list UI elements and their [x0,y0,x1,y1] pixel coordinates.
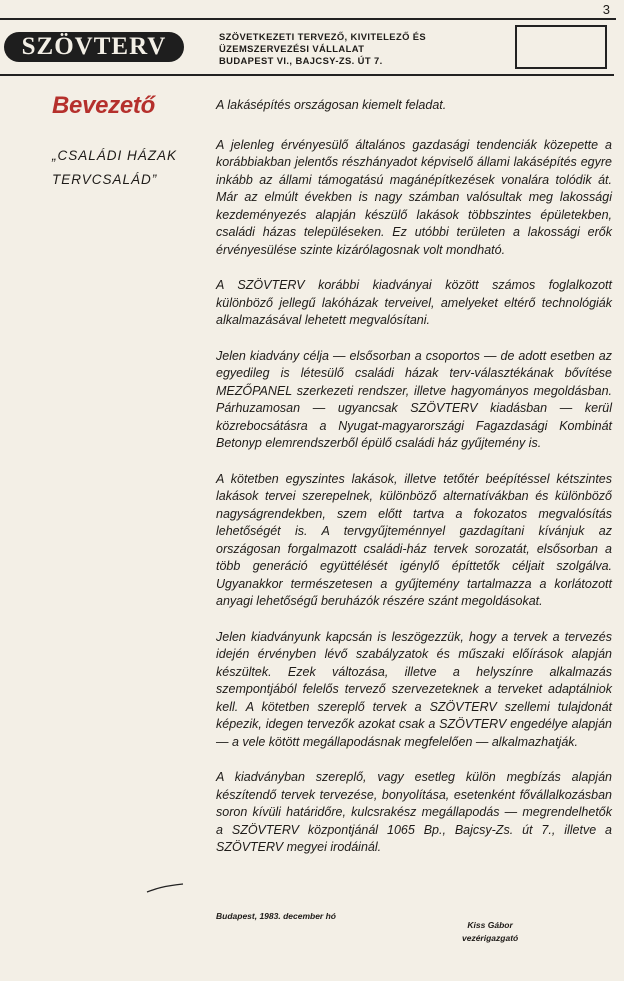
section-title: Bevezető [52,92,155,119]
body-paragraph: Jelen kiadvány célja — elsősorban a csoportos — de adott esetben az egyedileg is létesülő családi házak terv-választékának bővítése MEZŐPANEL szerkezeti rendszer, illetve hagyományos megoldásban. Párhuzamosan — ugyancsak SZÖVTERV kiadásban — kerül közrebocsátásra a Nyugat-magyarországi Fagazdasági Kombinát Betonyp elemrendszerből épülő családi ház gyűjtemény is. [216,348,612,450]
signatory-title: vezérigazgató [462,933,519,943]
header [0,22,614,76]
section-subtitle [52,144,202,192]
header-box [515,25,607,69]
company-line: BUDAPEST VI., BAJCSY-ZS. ÚT 7. [219,55,383,66]
pen-scribble [145,880,185,894]
sidebar [52,92,202,192]
company-info [219,31,489,67]
body-paragraph: A lakásépítés országosan kiemelt feladat. [216,98,447,112]
top-rule [0,18,616,20]
page-number: 3 [602,2,610,17]
signature [462,919,518,945]
body-paragraph: A kötetben egyszintes lakások, illetve tetőtér beépítéssel kétszintes lakások tervei szerepelnek, különböző alternatívákban és különböző nagyságrendekben, szem előtt tartva a fokozatos megvalósítás lehetőségét is. A tervgyűjteménnyel gazdagítani kívánjuk az országosan forgalmazott családi-ház tervek sorozatát, elsősorban a több generáció együttélését igénylő építtetők céljait szolgálva. Ugyanakkor természetesen a gyűjtemény tartalmazza a korlátozott anyagi lehetőségű beruházók részére szánt megoldásokat. [216,471,612,608]
body-paragraph: A kiadványban szereplő, vagy esetleg külön megbízás alapján készítendő tervek tervezése, bonyolítása, esetenként fővállalkozásban soron kívüli határidőre, kulcsrakész megállapodás — megrendelhetők a SZÖVTERV központjánál 1065 Bp., Bajcsy-Zs. út 7., illetve a SZÖVTERV megyei irodáinál. [216,770,612,854]
body-text [216,97,612,872]
body-paragraph: Jelen kiadványunk kapcsán is leszögezzük, hogy a tervek a tervezés idején érvényben lévő szabályzatok és műszaki előírások alapján készültek. Ezek változása, illetve a helyszínre alkalmazás szempontjából felelős tervező szervezeteknek a terveket adaptálniok kell. A kötetben szereplő tervek a SZÖVTERV szellemi tulajdonát képezik, idegen tervezők azokat csak a SZÖVTERV engedélye alapján — a vele kötött megállapodásnak megfelelően — alkalmazhatják. [216,629,612,749]
subtitle-line: TERVCSALÁD” [52,172,158,187]
footer-date: Budapest, 1983. december hó [216,911,336,921]
body-paragraph: A SZÖVTERV korábbi kiadványai között számos foglalkozott különböző jellegű lakóházak terveivel, amelyeket eltérő technológiák alkalmazásával lehetett megvalósítani. [216,278,612,327]
subtitle-line: „CSALÁDI HÁZAK [52,148,178,163]
szovterv-logo: SZÖVTERV [4,32,184,62]
body-paragraph: A jelenleg érvényesülő általános gazdasági tendenciák közepette a korábbiakban jelentős részhányadot képviselő állami lakásépítés egyre inkább az állami támogatású magánépítkezések vonalára tolódik át. Már az elmúlt években is nagy számban valósultak meg lakossági kezdeményezés alapján készülő lakások többszintes épületekben, családi házas településeken. Ez utóbbi területen a lakossági erők érvényesülése szinte kizárólagosnak volt mondható. [216,137,612,257]
signatory-name: Kiss Gábor [467,920,513,930]
company-line: SZÖVETKEZETI TERVEZŐ, KIVITELEZŐ ÉS [219,31,427,42]
company-line: ÜZEMSZERVEZÉSI VÁLLALAT [219,43,365,54]
